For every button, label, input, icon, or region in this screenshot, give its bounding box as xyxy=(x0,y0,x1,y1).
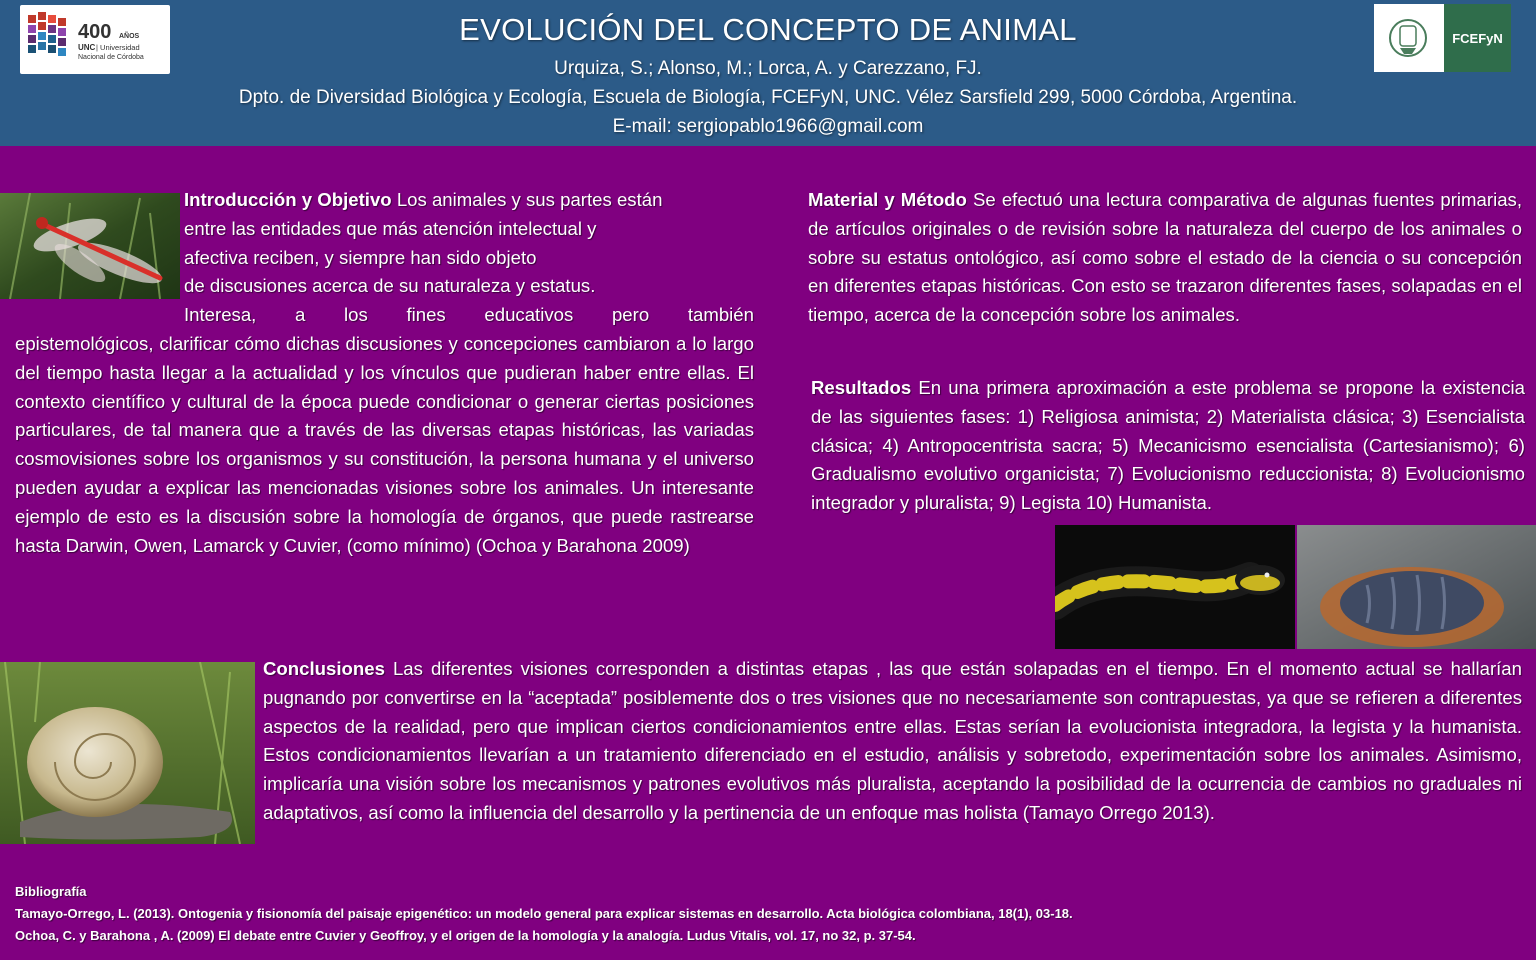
conclusions-text: Las diferentes visiones corresponden a distintas etapas , las que están solapadas en el tiempo. En el momento actual se hallarían pugnando por convertirse en la “aceptada” posiblemente dos o tres visiones que no necesariamente son contrapuestas, ya que se refieren a diferentes aspectos de la realidad, pero que implican ciertos condicionamientos entre ellas. Estas serían la evolucionista integradora, la legista y la humanista. Estos condicionamientos llevarían a un tratamiento diferenciado en el estudio, análisis y sobretodo, experimentación sobre los animales. Asimismo, implicaría una visión sobre los mecanismos y patrones evolutivos más pluralista, aceptando la posibilidad de la ocurrencia de cambios no graduales ni adaptativos, así como la influencia del desarrollo y la pertinencia de un enfoque mas holista (Tamayo Orrego 2013). xyxy=(263,658,1522,823)
snail-photo xyxy=(0,662,255,844)
method-heading: Material y Método xyxy=(808,189,967,210)
snake-image-icon xyxy=(1055,525,1295,649)
logo-univ-text-1: | Universidad xyxy=(96,43,140,52)
results-section xyxy=(811,374,1525,518)
intro-heading: Introducción y Objetivo xyxy=(184,189,392,210)
dragonfly-photo xyxy=(0,193,180,299)
authors: Urquiza, S.; Alonso, M.; Lorca, A. y Carezzano, FJ. xyxy=(554,58,982,79)
snake-photo xyxy=(1055,525,1295,649)
logo-400-text: 400 xyxy=(78,21,112,43)
snail-image-icon xyxy=(0,662,255,844)
method-section xyxy=(808,186,1522,330)
dragonfly-image-icon xyxy=(0,193,180,299)
bibliography-ref-2: Ochoa, C. y Barahona , A. (2009) El debate entre Cuvier y Geoffroy, y el origen de la homología y la analogía. Ludus Vitalis, vol. 17, no 32, p. 37-54. xyxy=(15,928,916,943)
intro-line-5: Interesa, a los fines educativos pero también xyxy=(184,304,754,326)
intro-line-4: de discusiones acerca de su naturaleza y estatus. xyxy=(184,275,596,297)
affiliation: Dpto. de Diversidad Biológica y Ecología, Escuela de Biología, FCEFyN, UNC. Vélez Sarsfield 299, 5000 Córdoba, Argentina. xyxy=(238,87,1298,108)
conclusions-section xyxy=(263,655,1522,828)
intro-line-3: afectiva reciben, y siempre han sido objeto xyxy=(184,246,537,268)
intro-wrap-block xyxy=(184,186,754,330)
bibliography-ref-1: Tamayo-Orrego, L. (2013). Ontogenia y fisionomía del paisaje epigenético: un modelo general para explicar sistemas en desarrollo. Acta biológica colombiana, 18(1), 03-18. xyxy=(15,906,1073,921)
contact-email: E-mail: sergiopablo1966@gmail.com xyxy=(612,116,924,137)
logo-univ-text-2: Nacional de Córdoba xyxy=(78,54,144,61)
header-banner xyxy=(0,0,1536,146)
method-text: Se efectuó una lectura comparativa de algunas fuentes primarias, de artículos originales o de revisión sobre la naturaleza del cuerpo de los animales o sobre su estatus ontológico, así como sobre el estado de la ciencia o su concepción en diferentes etapas históricas. Con esto se trazaron diferentes fases, solapadas en el tiempo, acerca de la concepción sobre los animales. xyxy=(808,189,1523,326)
woodlouse-image-icon xyxy=(1297,525,1536,649)
woodlouse-photo xyxy=(1297,525,1536,649)
intro-body: epistemológicos, clarificar cómo dichas discusiones y concepciones cambiaron a lo largo del tiempo hasta llegar a la actualidad y los vínculos que pudieran haber entre ellas. El contexto científico y cultural de la época puede condicionar o generar ciertas posiciones particulares, de tal manera que a través de las diversas etapas históricas, las variadas cosmovisiones sobre los organismos y su constitución, la persona humana y el universo pueden ayudar a explicar las mencionadas visiones sobre los animales. Un interesante ejemplo de esto es la discusión sobre la homología de órganos, que puede rastrearse hasta Darwin, Owen, Lamarck y Cuvier, (como mínimo) (Ochoa y Barahona 2009) xyxy=(15,333,754,556)
bibliography-heading: Bibliografía xyxy=(15,884,87,899)
conclusions-heading: Conclusiones xyxy=(263,658,385,679)
fcefyn-logo-text: FCEFyN xyxy=(1444,4,1511,72)
poster-title: EVOLUCIÓN DEL CONCEPTO DE ANIMAL xyxy=(459,12,1077,47)
results-heading: Resultados xyxy=(811,377,912,398)
fcefyn-logo xyxy=(1374,4,1511,72)
university-seal-icon xyxy=(1374,4,1444,72)
intro-line-1: Los animales y sus partes están xyxy=(391,189,663,210)
logo-unc-text: UNC xyxy=(78,43,96,52)
results-text: En una primera aproximación a este problema se propone la existencia de las siguientes fases: 1) Religiosa animista; 2) Materialista clásica; 3) Esencialista clásica; 4) Antropocentrista sacra; 5) Mecanicismo esencialista (Cartesianismo); 6) Gradualismo evolutivo organicista; 7) Evolucionismo reduccionista; 8) Evolucionismo integrador y pluralista; 9) Legista 10) Humanista. xyxy=(811,377,1525,514)
logo-anos-text: AÑOS xyxy=(119,33,140,40)
intro-line-2: entre las entidades que más atención intelectual y xyxy=(184,217,597,239)
